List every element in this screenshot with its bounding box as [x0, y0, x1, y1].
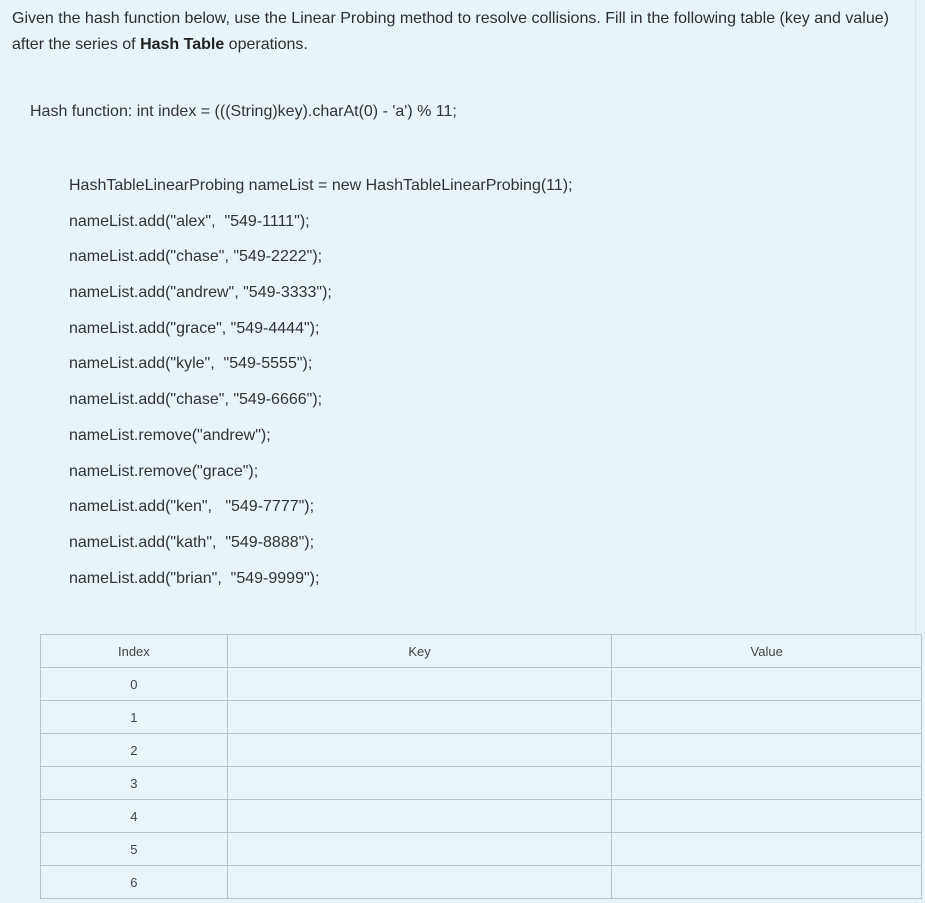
- question-text-before: Given the hash function below, use the Linear Probing method to resolve collisions. Fill in the following table (key and value) after the series of: [12, 10, 889, 53]
- key-cell[interactable]: [227, 833, 612, 866]
- code-line: nameList.remove("grace");: [69, 462, 259, 480]
- code-line: nameList.add("chase", "549-6666");: [69, 391, 323, 409]
- table-row: [41, 767, 922, 800]
- code-line: nameList.add("andrew", "549-3333");: [69, 284, 332, 302]
- index-cell: 2: [41, 734, 228, 767]
- table-header-row: [41, 635, 922, 668]
- key-cell[interactable]: [227, 767, 612, 800]
- header-value: Value: [612, 635, 922, 668]
- table-row: [41, 866, 922, 899]
- value-cell[interactable]: [612, 833, 922, 866]
- hash-function: Hash function: int index = (((String)key).charAt(0) - 'a') % 11;: [30, 103, 457, 120]
- value-cell[interactable]: [612, 866, 922, 899]
- code-line: nameList.add("ken", "549-7777");: [69, 498, 315, 516]
- code-line: nameList.add("chase", "549-2222");: [69, 248, 323, 266]
- key-cell[interactable]: [227, 800, 612, 833]
- key-cell[interactable]: [227, 734, 612, 767]
- key-cell[interactable]: [227, 668, 612, 701]
- value-cell[interactable]: [612, 734, 922, 767]
- key-cell[interactable]: [227, 866, 612, 899]
- code-line: HashTableLinearProbing nameList = new HashTableLinearProbing(11);: [69, 177, 573, 194]
- code-line: nameList.add("alex", "549-1111");: [69, 212, 310, 230]
- table-row: [41, 734, 922, 767]
- index-cell: 0: [41, 668, 228, 701]
- table-row: [41, 668, 922, 701]
- value-cell[interactable]: [612, 668, 922, 701]
- code-line: nameList.add("brian", "549-9999");: [69, 569, 320, 587]
- question-text-after: operations.: [224, 36, 308, 53]
- header-key: Key: [227, 635, 612, 668]
- table-row: [41, 833, 922, 866]
- code-line: nameList.add("kath", "549-8888");: [69, 533, 315, 551]
- value-cell[interactable]: [612, 767, 922, 800]
- value-cell[interactable]: [612, 800, 922, 833]
- question-text: [12, 6, 892, 58]
- table-row: [41, 701, 922, 734]
- hash-table: [40, 634, 922, 899]
- index-cell: 3: [41, 767, 228, 800]
- code-block: [69, 172, 573, 600]
- index-cell: 1: [41, 701, 228, 734]
- code-line: nameList.remove("andrew");: [69, 426, 271, 444]
- index-cell: 6: [41, 866, 228, 899]
- index-cell: 4: [41, 800, 228, 833]
- code-line: nameList.add("kyle", "549-5555");: [69, 355, 313, 373]
- header-index: Index: [41, 635, 228, 668]
- value-cell[interactable]: [612, 701, 922, 734]
- key-cell[interactable]: [227, 701, 612, 734]
- table-row: [41, 800, 922, 833]
- code-line: nameList.add("grace", "549-4444");: [69, 319, 320, 337]
- question-text-bold: Hash Table: [140, 36, 225, 53]
- index-cell: 5: [41, 833, 228, 866]
